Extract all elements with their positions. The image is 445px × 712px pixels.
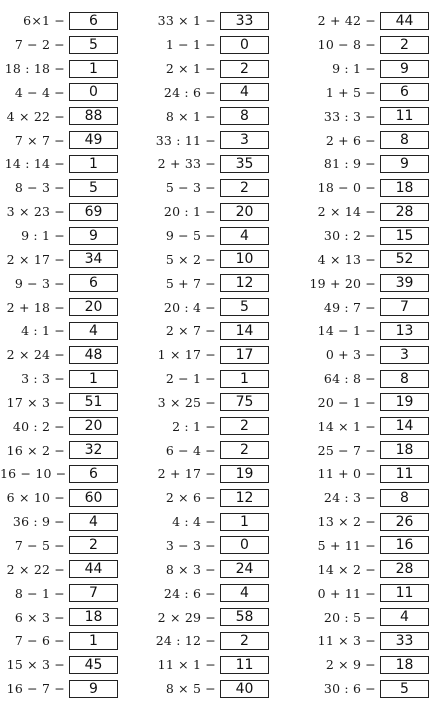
problem-row <box>150 462 269 486</box>
answer-box[interactable]: 40 <box>220 680 269 698</box>
problem-row <box>150 247 269 271</box>
problem-expression: 18 : 18 − <box>4 61 65 77</box>
problem-row <box>306 534 429 558</box>
answer-box[interactable]: 19 <box>380 393 429 411</box>
problem-row <box>306 438 429 462</box>
problem-expression: 2 × 17 − <box>6 251 65 267</box>
problem-row <box>150 200 269 224</box>
problem-column-2 <box>150 9 269 700</box>
problem-row <box>306 653 429 677</box>
problem-expression: 8 × 3 − <box>165 561 216 577</box>
answer-box[interactable]: 9 <box>380 60 429 78</box>
problem-row <box>306 33 429 57</box>
problem-row <box>150 176 269 200</box>
problem-row <box>306 152 429 176</box>
problem-expression: 16 − 10 − <box>0 466 67 482</box>
answer-box[interactable]: 19 <box>220 465 269 483</box>
problem-expression: 1 × 17 − <box>157 347 216 363</box>
answer-box[interactable]: 2 <box>220 417 269 435</box>
answer-box[interactable]: 4 <box>220 584 269 602</box>
answer-box[interactable]: 32 <box>69 441 118 459</box>
problem-expression: 3 × 25 − <box>157 394 216 410</box>
problem-expression: 9 : 1 − <box>21 228 65 244</box>
problem-expression: 11 × 3 − <box>317 633 376 649</box>
answer-box[interactable]: 1 <box>69 632 118 650</box>
problem-column-3 <box>306 9 429 700</box>
answer-box[interactable]: 8 <box>220 107 269 125</box>
problem-row <box>0 319 118 343</box>
answer-box[interactable]: 28 <box>380 203 429 221</box>
problem-column-1 <box>0 9 118 700</box>
answer-box[interactable]: 4 <box>69 322 118 340</box>
problem-expression: 33 : 3 − <box>323 108 376 124</box>
answer-box[interactable]: 1 <box>69 60 118 78</box>
answer-box[interactable]: 5 <box>69 36 118 54</box>
problem-row <box>150 128 269 152</box>
problem-row <box>150 414 269 438</box>
problem-expression: 14 × 1 − <box>317 418 376 434</box>
problem-row <box>150 557 269 581</box>
answer-box[interactable]: 17 <box>220 346 269 364</box>
answer-box[interactable]: 2 <box>220 632 269 650</box>
problem-expression: 6 − 4 − <box>165 442 216 458</box>
problem-expression: 4 − 4 − <box>14 84 65 100</box>
problem-row <box>306 9 429 33</box>
problem-expression: 7 × 7 − <box>14 132 65 148</box>
problem-expression: 9 : 1 − <box>332 61 376 77</box>
problem-row <box>150 319 269 343</box>
answer-box[interactable]: 20 <box>69 417 118 435</box>
problem-expression: 1 + 5 − <box>325 84 376 100</box>
problem-expression: 2 + 17 − <box>157 466 216 482</box>
problem-expression: 6 × 10 − <box>6 490 65 506</box>
answer-box[interactable]: 0 <box>220 36 269 54</box>
answer-box[interactable]: 26 <box>380 513 429 531</box>
answer-box[interactable]: 8 <box>380 131 429 149</box>
problem-expression: 0 + 11 − <box>317 585 376 601</box>
problem-row <box>150 104 269 128</box>
problem-row <box>0 534 118 558</box>
problem-row <box>0 629 118 653</box>
problem-expression: 4 : 1 − <box>21 323 65 339</box>
problem-row <box>306 128 429 152</box>
problem-row <box>306 319 429 343</box>
problem-row <box>306 629 429 653</box>
answer-box[interactable]: 4 <box>380 608 429 626</box>
answer-box[interactable]: 7 <box>69 584 118 602</box>
problem-row <box>0 247 118 271</box>
problem-row <box>0 557 118 581</box>
problem-expression: 8 × 5 − <box>165 681 216 697</box>
problem-expression: 2 + 18 − <box>6 299 65 315</box>
problem-expression: 40 : 2 − <box>12 418 65 434</box>
problem-row <box>150 271 269 295</box>
problem-expression: 11 × 1 − <box>157 657 216 673</box>
problem-expression: 2 × 24 − <box>6 347 65 363</box>
problem-row <box>150 57 269 81</box>
problem-expression: 2 × 7 − <box>165 323 216 339</box>
answer-box[interactable]: 15 <box>380 227 429 245</box>
answer-box[interactable]: 35 <box>220 155 269 173</box>
problem-expression: 20 − 1 − <box>317 394 376 410</box>
problem-expression: 4 : 4 − <box>172 514 216 530</box>
problem-row <box>0 128 118 152</box>
answer-box[interactable]: 9 <box>380 155 429 173</box>
problem-row <box>306 57 429 81</box>
problem-expression: 5 + 11 − <box>317 537 376 553</box>
problem-row <box>150 391 269 415</box>
problem-expression: 1 − 1 − <box>165 37 216 53</box>
problem-row <box>306 414 429 438</box>
problem-row <box>150 367 269 391</box>
problem-row <box>0 510 118 534</box>
answer-box[interactable]: 5 <box>380 680 429 698</box>
problem-row <box>0 9 118 33</box>
problem-expression: 16 − 7 − <box>6 681 65 697</box>
problem-expression: 2 × 9 − <box>325 657 376 673</box>
problem-row <box>306 581 429 605</box>
answer-box[interactable]: 1 <box>69 370 118 388</box>
problem-expression: 24 : 12 − <box>155 633 216 649</box>
answer-box[interactable]: 33 <box>380 632 429 650</box>
problem-expression: 2 × 29 − <box>157 609 216 625</box>
answer-box[interactable]: 5 <box>69 179 118 197</box>
problem-expression: 49 : 7 − <box>323 299 376 315</box>
problem-row <box>150 510 269 534</box>
answer-box[interactable]: 6 <box>380 83 429 101</box>
problem-expression: 10 − 8 − <box>317 37 376 53</box>
problem-row <box>306 605 429 629</box>
problem-row <box>306 81 429 105</box>
problem-expression: 33 : 11 − <box>155 132 216 148</box>
problem-expression: 14 : 14 − <box>4 156 65 172</box>
problem-row <box>150 438 269 462</box>
problem-expression: 2 × 6 − <box>165 490 216 506</box>
answer-box[interactable]: 20 <box>69 298 118 316</box>
problem-expression: 7 − 5 − <box>14 537 65 553</box>
problem-row <box>150 33 269 57</box>
problem-row <box>150 581 269 605</box>
problem-row <box>150 152 269 176</box>
problem-row <box>150 295 269 319</box>
answer-box[interactable]: 24 <box>220 560 269 578</box>
answer-box[interactable]: 18 <box>380 179 429 197</box>
answer-box[interactable]: 4 <box>69 513 118 531</box>
problem-expression: 20 : 4 − <box>163 299 216 315</box>
problem-expression: 7 − 2 − <box>14 37 65 53</box>
answer-box[interactable]: 88 <box>69 107 118 125</box>
problem-expression: 8 × 1 − <box>165 108 216 124</box>
answer-box[interactable]: 16 <box>380 536 429 554</box>
problem-row <box>0 271 118 295</box>
problem-row <box>306 104 429 128</box>
problem-row <box>306 462 429 486</box>
problem-row <box>0 200 118 224</box>
answer-box[interactable]: 9 <box>69 227 118 245</box>
problem-expression: 9 − 5 − <box>165 228 216 244</box>
answer-box[interactable]: 60 <box>69 489 118 507</box>
problem-expression: 6 × 3 − <box>14 609 65 625</box>
answer-box[interactable]: 9 <box>69 680 118 698</box>
problem-row <box>150 534 269 558</box>
problem-row <box>306 343 429 367</box>
problem-expression: 2 + 42 − <box>317 13 376 29</box>
problem-expression: 36 : 9 − <box>12 514 65 530</box>
problem-expression: 5 − 3 − <box>165 180 216 196</box>
problem-expression: 2 × 14 − <box>317 204 376 220</box>
problem-expression: 16 × 2 − <box>6 442 65 458</box>
answer-box[interactable]: 48 <box>69 346 118 364</box>
answer-box[interactable]: 45 <box>69 656 118 674</box>
answer-box[interactable]: 6 <box>69 12 118 30</box>
answer-box[interactable]: 4 <box>220 227 269 245</box>
problem-expression: 8 − 3 − <box>14 180 65 196</box>
problem-row <box>0 391 118 415</box>
answer-box[interactable]: 2 <box>220 60 269 78</box>
problem-expression: 25 − 7 − <box>317 442 376 458</box>
problem-expression: 6×1 − <box>23 13 65 29</box>
answer-box[interactable]: 11 <box>220 656 269 674</box>
problem-row <box>0 414 118 438</box>
problem-row <box>0 176 118 200</box>
problem-row <box>306 367 429 391</box>
problem-row <box>306 677 429 701</box>
problem-expression: 5 + 7 − <box>165 275 216 291</box>
problem-expression: 18 − 0 − <box>317 180 376 196</box>
problem-row <box>0 653 118 677</box>
answer-box[interactable]: 11 <box>380 107 429 125</box>
answer-box[interactable]: 2 <box>69 536 118 554</box>
problem-row <box>0 224 118 248</box>
problem-expression: 20 : 5 − <box>323 609 376 625</box>
problem-row <box>0 677 118 701</box>
problem-expression: 19 + 20 − <box>309 275 376 291</box>
answer-box[interactable]: 2 <box>220 179 269 197</box>
problem-row <box>306 295 429 319</box>
problem-row <box>0 81 118 105</box>
problem-expression: 11 + 0 − <box>317 466 376 482</box>
problem-expression: 30 : 2 − <box>323 228 376 244</box>
problem-expression: 64 : 8 − <box>323 371 376 387</box>
answer-box[interactable]: 44 <box>69 560 118 578</box>
problem-row <box>0 367 118 391</box>
answer-box[interactable]: 18 <box>380 441 429 459</box>
answer-box[interactable]: 10 <box>220 250 269 268</box>
problem-expression: 7 − 6 − <box>14 633 65 649</box>
problem-expression: 3 × 23 − <box>6 204 65 220</box>
problem-row <box>0 104 118 128</box>
problem-row <box>150 629 269 653</box>
problem-expression: 9 − 3 − <box>14 275 65 291</box>
problem-row <box>150 486 269 510</box>
problem-expression: 2 : 1 − <box>172 418 216 434</box>
answer-box[interactable]: 3 <box>220 131 269 149</box>
problem-row <box>306 247 429 271</box>
problem-expression: 17 × 3 − <box>6 394 65 410</box>
problem-expression: 5 × 2 − <box>165 251 216 267</box>
answer-box[interactable]: 2 <box>380 36 429 54</box>
problem-expression: 24 : 6 − <box>163 84 216 100</box>
answer-box[interactable]: 1 <box>220 513 269 531</box>
problem-row <box>306 391 429 415</box>
problem-row <box>0 343 118 367</box>
problem-row <box>306 510 429 534</box>
problem-row <box>306 486 429 510</box>
answer-box[interactable]: 13 <box>380 322 429 340</box>
problem-expression: 4 × 13 − <box>317 251 376 267</box>
answer-box[interactable]: 69 <box>69 203 118 221</box>
problem-row <box>0 581 118 605</box>
answer-box[interactable]: 49 <box>69 131 118 149</box>
problem-expression: 13 × 2 − <box>317 514 376 530</box>
problem-expression: 15 × 3 − <box>6 657 65 673</box>
problem-expression: 4 × 22 − <box>6 108 65 124</box>
answer-box[interactable]: 14 <box>220 322 269 340</box>
problem-row <box>306 271 429 295</box>
problem-row <box>0 462 118 486</box>
problem-expression: 20 : 1 − <box>163 204 216 220</box>
answer-box[interactable]: 18 <box>380 656 429 674</box>
problem-row <box>0 605 118 629</box>
problem-row <box>150 677 269 701</box>
problem-row <box>0 486 118 510</box>
answer-box[interactable]: 51 <box>69 393 118 411</box>
problem-row <box>150 81 269 105</box>
problem-row <box>150 9 269 33</box>
problem-row <box>306 200 429 224</box>
problem-row <box>306 176 429 200</box>
problem-row <box>150 224 269 248</box>
problem-expression: 2 + 33 − <box>157 156 216 172</box>
answer-box[interactable]: 4 <box>220 83 269 101</box>
answer-box[interactable]: 6 <box>69 465 118 483</box>
problem-expression: 8 − 1 − <box>14 585 65 601</box>
answer-box[interactable]: 58 <box>220 608 269 626</box>
answer-box[interactable]: 28 <box>380 560 429 578</box>
answer-box[interactable]: 8 <box>380 370 429 388</box>
answer-box[interactable]: 8 <box>380 489 429 507</box>
problem-expression: 2 × 1 − <box>165 61 216 77</box>
answer-box[interactable]: 20 <box>220 203 269 221</box>
answer-box[interactable]: 1 <box>220 370 269 388</box>
problem-expression: 3 − 3 − <box>165 537 216 553</box>
answer-box[interactable]: 75 <box>220 393 269 411</box>
problem-row <box>0 438 118 462</box>
problem-row <box>306 557 429 581</box>
problem-expression: 14 − 1 − <box>317 323 376 339</box>
answer-box[interactable]: 39 <box>380 274 429 292</box>
problem-row <box>0 295 118 319</box>
problem-expression: 14 × 2 − <box>317 561 376 577</box>
answer-box[interactable]: 33 <box>220 12 269 30</box>
problem-row <box>0 57 118 81</box>
problem-expression: 24 : 3 − <box>323 490 376 506</box>
answer-box[interactable]: 6 <box>69 274 118 292</box>
answer-box[interactable]: 12 <box>220 489 269 507</box>
problem-expression: 3 : 3 − <box>21 371 65 387</box>
answer-box[interactable]: 11 <box>380 465 429 483</box>
problem-expression: 33 × 1 − <box>157 13 216 29</box>
problem-expression: 2 × 22 − <box>6 561 65 577</box>
answer-box[interactable]: 7 <box>380 298 429 316</box>
answer-box[interactable]: 2 <box>220 441 269 459</box>
problem-row <box>306 224 429 248</box>
answer-box[interactable]: 0 <box>69 83 118 101</box>
answer-box[interactable]: 3 <box>380 346 429 364</box>
answer-box[interactable]: 0 <box>220 536 269 554</box>
problem-row <box>150 605 269 629</box>
answer-box[interactable]: 44 <box>380 12 429 30</box>
answer-box[interactable]: 5 <box>220 298 269 316</box>
problem-row <box>0 33 118 57</box>
problem-expression: 81 : 9 − <box>323 156 376 172</box>
answer-box[interactable]: 11 <box>380 584 429 602</box>
answer-box[interactable]: 34 <box>69 250 118 268</box>
problem-expression: 0 + 3 − <box>325 347 376 363</box>
answer-box[interactable]: 52 <box>380 250 429 268</box>
answer-box[interactable]: 18 <box>69 608 118 626</box>
answer-box[interactable]: 1 <box>69 155 118 173</box>
answer-box[interactable]: 14 <box>380 417 429 435</box>
problem-expression: 2 + 6 − <box>325 132 376 148</box>
problem-row <box>150 343 269 367</box>
answer-box[interactable]: 12 <box>220 274 269 292</box>
problem-row <box>0 152 118 176</box>
problem-expression: 30 : 6 − <box>323 681 376 697</box>
problem-expression: 24 : 6 − <box>163 585 216 601</box>
problem-row <box>150 653 269 677</box>
problem-expression: 2 − 1 − <box>165 371 216 387</box>
